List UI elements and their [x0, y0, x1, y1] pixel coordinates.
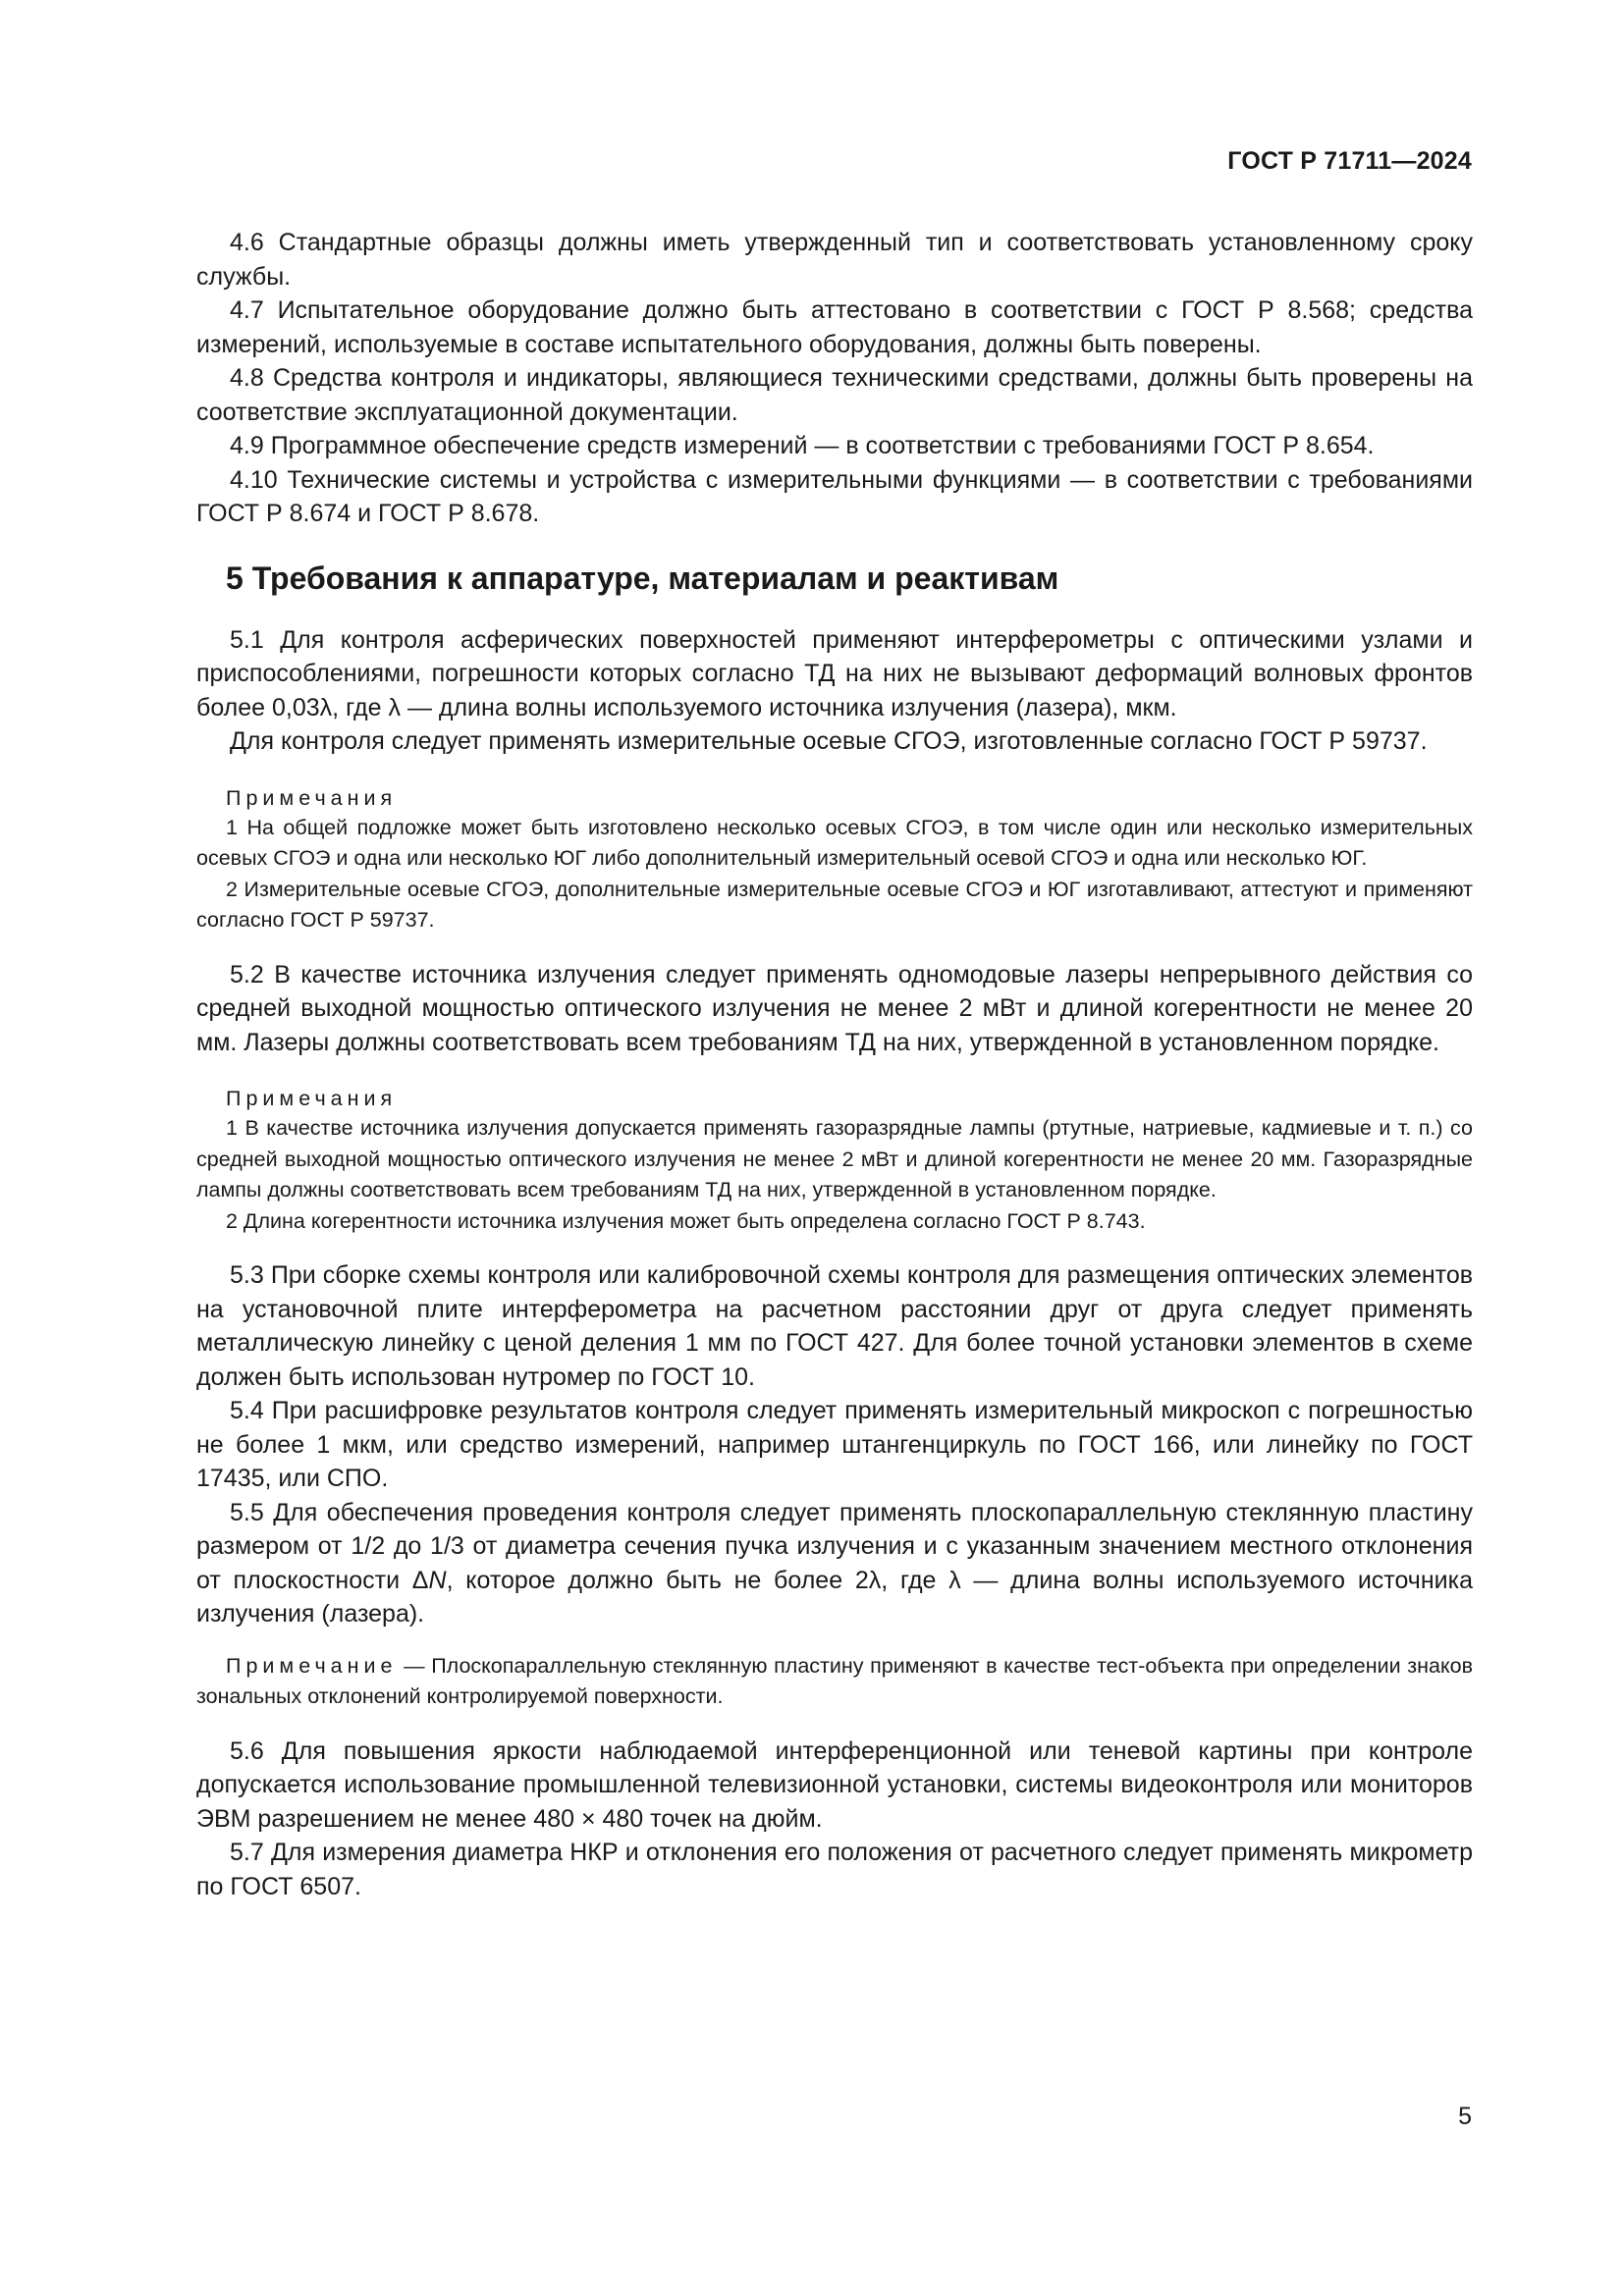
document-header: ГОСТ Р 71711—2024 — [1227, 147, 1472, 175]
paragraph-5-5-end: , которое должно быть не более 2λ, где λ — длина волны используемого источника излучения (лазера). — [196, 1566, 1473, 1628]
notes-title: Примечания — [226, 1087, 398, 1110]
paragraph-5-7: 5.7 Для измерения диаметра НКР и отклонения его положения от расчетного следует применять микрометр по ГОСТ 6507. — [196, 1839, 1473, 1900]
paragraph-5-5 — [196, 1496, 1473, 1631]
paragraph-5-2: 5.2 В качестве источника излучения следует применять одномодовые лазеры непрерывного действия со средней выходной мощностью оптического излучения не менее 2 мВт и длиной когерентности не менее 20 мм. Лазеры должны соответствовать всем требованиям ТД на них, утвержденной в установленном порядке. — [196, 960, 1473, 1056]
paragraph-5-4: 5.4 При расшифровке результатов контроля следует применять измерительный микроскоп с погрешностью не более 1 мкм, или средство измерений, например штангенциркуль по ГОСТ 166, или линейку по ГОСТ 17435, или СПО. — [196, 1397, 1473, 1492]
note-inline-text — [196, 1651, 1473, 1713]
note-block-3 — [196, 1651, 1473, 1713]
note-text: — Плоскопараллельную стеклянную пластину применяют в качестве тест-объекта при определении знаков зональных отклонений контролируемой поверхности. — [196, 1653, 1473, 1708]
document-body — [196, 226, 1473, 1903]
notes-title: Примечания — [226, 785, 398, 810]
notes-block-2 — [196, 1084, 1473, 1237]
note-item: 2 Измерительные осевые СГОЭ, дополнительные измерительные осевые СГОЭ и ЮГ изготавливают, аттестуют и применяют согласно ГОСТ Р 59737. — [196, 877, 1473, 932]
paragraph-4-7: 4.7 Испытательное оборудование должно быть аттестовано в соответствии с ГОСТ Р 8.568; средства измерений, используемые в составе испытательного оборудования, должны быть поверены. — [196, 296, 1473, 358]
paragraph-5-5-start: 5.5 Для обеспечения проведения контроля следует применять плоскопараллельную стеклянную пластину размером от 1/2 до 1/3 от диаметра сечения пучка излучения и с указанным значением местного отклонения от плоскостности Δ — [196, 1498, 1473, 1594]
note-item: 2 Длина когерентности источника излучения может быть определена согласно ГОСТ Р 8.743. — [226, 1208, 1146, 1233]
section-5-heading: 5 Требования к аппаратуре, материалам и реактивам — [226, 560, 1059, 596]
note-item: 1 В качестве источника излучения допускается применять газоразрядные лампы (ртутные, натриевые, кадмиевые и т. п.) со средней выходной мощностью оптического излучения не менее 2 мВт и длиной когерентности не менее 20 мм. Газоразрядные лампы должны соответствовать всем требованиям ТД на них, утвержденной в установленном порядке. — [196, 1116, 1473, 1201]
paragraph-5-1: 5.1 Для контроля асферических поверхностей применяют интерферометры с оптическими узлами и приспособлениями, погрешности которых согласно ТД на них не вызывают деформаций волновых фронтов более 0,03λ, где λ — длина волны используемого источника излучения (лазера), мкм. — [196, 625, 1473, 721]
note-label: Примечание — [226, 1653, 398, 1678]
note-item: 1 На общей подложке может быть изготовлено несколько осевых СГОЭ, в том числе один или несколько измерительных осевых СГОЭ и одна или несколько ЮГ либо дополнительный измерительный осевой СГОЭ и одна или несколько ЮГ. — [196, 815, 1473, 870]
paragraph-4-9: 4.9 Программное обеспечение средств измерений — в соответствии с требованиями ГОСТ Р 8.654. — [230, 432, 1375, 459]
paragraph-5-1-continued: Для контроля следует применять измерительные осевые СГОЭ, изготовленные согласно ГОСТ Р 59737. — [230, 727, 1428, 755]
paragraph-4-6: 4.6 Стандартные образцы должны иметь утвержденный тип и соответствовать установленному сроку службы. — [196, 229, 1473, 291]
notes-block-1 — [196, 783, 1473, 936]
paragraph-4-8: 4.8 Средства контроля и индикаторы, являющиеся техническими средствами, должны быть проверены на соответствие эксплуатационной документации. — [196, 364, 1473, 426]
paragraph-5-3: 5.3 При сборке схемы контроля или калибровочной схемы контроля для размещения оптических элементов на установочной плите интерферометра на расчетном расстоянии друг от друга следует применять металлическую линейку с ценой деления 1 мм по ГОСТ 427. Для более точной установки элементов в схеме должен быть использован нутромер по ГОСТ 10. — [196, 1261, 1473, 1391]
paragraph-5-6: 5.6 Для повышения яркости наблюдаемой интерференционной или теневой картины при контроле допускается использование промышленной телевизионной установки, системы видеоконтроля или мониторов ЭВМ разрешением не менее 480 × 480 точек на дюйм. — [196, 1736, 1473, 1833]
variable-n: N — [428, 1566, 447, 1594]
page-number: 5 — [1458, 2103, 1472, 2130]
paragraph-4-10: 4.10 Технические системы и устройства с измерительными функциями — в соответствии с требованиями ГОСТ Р 8.674 и ГОСТ Р 8.678. — [196, 465, 1473, 527]
